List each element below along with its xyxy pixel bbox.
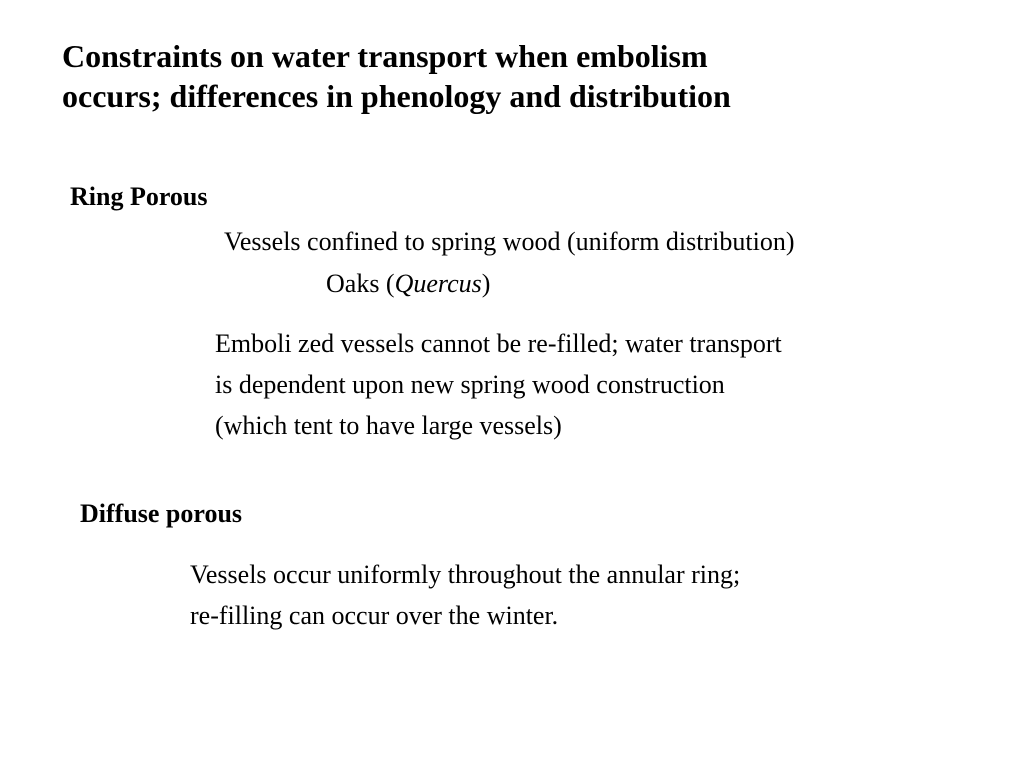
diffuse-porous-detail-line-1: Vessels occur uniformly throughout the annular ring; <box>190 560 741 589</box>
ring-porous-vessels-text: Vessels confined to spring wood (uniform distribution) <box>224 227 795 256</box>
diffuse-porous-heading: Diffuse porous <box>80 499 243 528</box>
ring-porous-detail-line-3: (which tent to have large vessels) <box>215 411 562 440</box>
slide-title <box>62 36 1002 116</box>
slide-title-line-1: Constraints on water transport when embolism <box>62 38 708 74</box>
diffuse-porous-detail <box>190 554 740 636</box>
example-suffix: ) <box>481 269 491 298</box>
ring-porous-example <box>326 268 490 300</box>
ring-porous-detail-line-2: is dependent upon new spring wood construction <box>215 370 725 399</box>
example-genus: Quercus <box>394 269 482 298</box>
example-prefix: Oaks ( <box>326 269 395 298</box>
ring-porous-detail <box>215 323 782 446</box>
slide-title-line-2: occurs; differences in phenology and distribution <box>62 78 731 114</box>
diffuse-porous-detail-line-2: re-filling can occur over the winter. <box>190 601 559 630</box>
ring-porous-heading: Ring Porous <box>70 182 208 211</box>
ring-porous-detail-line-1: Emboli zed vessels cannot be re-filled; water transport <box>215 329 782 358</box>
